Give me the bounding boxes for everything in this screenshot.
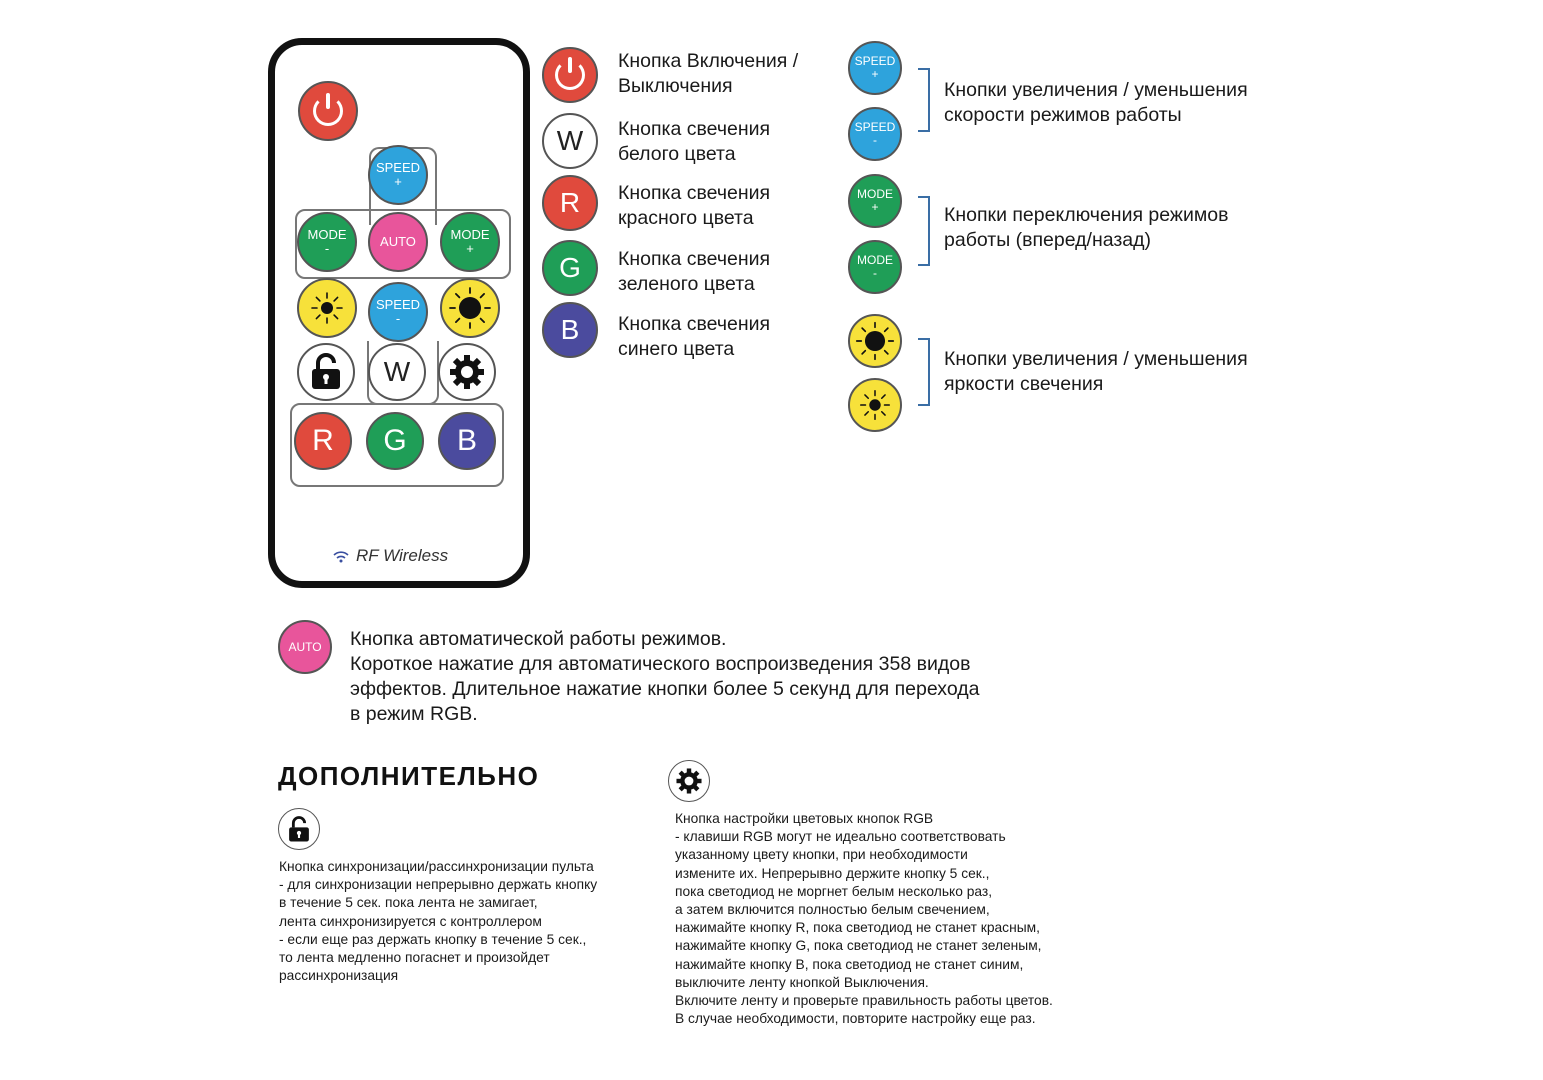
legend-red-icon [542, 175, 598, 231]
plus-label: + [871, 200, 879, 214]
mode-label: MODE [857, 187, 893, 202]
legend-brightness-minus-icon [848, 378, 902, 432]
legend-mode-text: Кнопки переключения режимов работы (вперед/назад) [944, 204, 1229, 251]
lock-text-line: - для синхронизации непрерывно держать кнопку [279, 877, 598, 893]
remote-auto-button[interactable] [368, 212, 428, 272]
b-label: B [456, 424, 477, 458]
gear-text-line: выключите ленту кнопкой Выключения. [675, 974, 929, 990]
r-label: R [559, 187, 581, 219]
remote-blue-button[interactable] [438, 412, 496, 470]
wifi-icon [332, 549, 350, 563]
mode-label: MODE [307, 227, 347, 243]
sun-small-icon [856, 386, 894, 424]
mode-label: MODE [857, 253, 893, 268]
extra-gear-icon [668, 760, 710, 802]
remote-brightness-plus-button[interactable] [440, 278, 500, 338]
legend-speed-minus-icon [848, 107, 902, 161]
w-label: W [556, 125, 584, 157]
sun-large-icon [447, 285, 493, 331]
speed-label: SPEED [854, 54, 896, 69]
minus-label: - [395, 311, 401, 326]
legend-white-text: Кнопка свечения белого цвета [618, 118, 771, 165]
speed-label: SPEED [375, 297, 421, 313]
remote-speed-plus-button[interactable] [368, 145, 428, 205]
remote-white-button[interactable] [368, 343, 426, 401]
minus-label: - [873, 133, 877, 147]
extra-heading: ДОПОЛНИТЕЛЬНО [278, 761, 540, 791]
legend-blue-text: Кнопка свечения синего цвета [618, 313, 771, 360]
auto-label: AUTO [380, 234, 416, 250]
legend-speed-plus-icon [848, 41, 902, 95]
speed-label: SPEED [854, 120, 896, 135]
legend-brightness-plus-icon [848, 314, 902, 368]
remote-lock-button[interactable] [297, 343, 355, 401]
lock-icon [287, 816, 311, 843]
g-label: G [559, 252, 581, 284]
lock-text-line: лента синхронизируется с контроллером [279, 913, 542, 929]
gear-text-line: Кнопка настройки цветовых кнопок RGB [675, 811, 934, 826]
legend-mode-minus-icon [848, 240, 902, 294]
sun-large-icon [854, 320, 896, 362]
lock-text-line: то лента медленно погаснет и произойдет [279, 950, 550, 966]
legend-white-icon [542, 113, 598, 169]
g-label: G [383, 424, 407, 458]
lock-text-line: - если еще раз держать кнопку в течение 5 сек., [279, 931, 587, 947]
gear-text-line: а затем включится полностью белым свечением, [675, 902, 990, 918]
r-label: R [312, 424, 334, 458]
mode-bracket [918, 196, 930, 266]
gear-text-line: - клавиши RGB могут не идеально соответствовать [675, 829, 1006, 845]
gear-text-line: Включите ленту и проверьте правильность работы цветов. [675, 993, 1053, 1009]
auto-text-line: Короткое нажатие для автоматического воспроизведения 358 видов [350, 653, 971, 675]
remote-gear-button[interactable] [438, 343, 496, 401]
gear-icon [448, 353, 486, 391]
gear-text-line: указанному цвету кнопки, при необходимости [675, 847, 968, 863]
legend-mode-plus-icon [848, 174, 902, 228]
legend-green-icon [542, 240, 598, 296]
minus-label: - [873, 266, 877, 280]
gear-icon [675, 767, 703, 795]
b-label: B [560, 314, 580, 346]
remote-green-button[interactable] [366, 412, 424, 470]
auto-text-line: в режим RGB. [350, 703, 478, 725]
remote-mode-minus-button[interactable] [297, 212, 357, 272]
brightness-bracket [918, 338, 930, 406]
gear-text-line: В случае необходимости, повторите настройку еще раз. [675, 1011, 1036, 1027]
speed-bracket [918, 68, 930, 132]
gear-text-line: нажимайте кнопку B, пока светодиод не станет синим, [675, 956, 1024, 972]
w-label: W [383, 356, 411, 388]
auto-text-line: Кнопка автоматической работы режимов. [350, 628, 727, 650]
gear-text-line: нажимайте кнопку G, пока светодиод не станет зеленым, [675, 938, 1042, 954]
remote-footer [332, 546, 448, 566]
power-icon [555, 60, 585, 90]
plus-label: + [394, 174, 402, 189]
gear-description [675, 810, 1115, 1028]
plus-label: + [871, 67, 879, 81]
lock-description [279, 858, 659, 985]
minus-label: - [324, 241, 330, 256]
lock-text-line: в течение 5 сек. пока лента не замигает, [279, 895, 538, 911]
lock-text-line: рассинхронизация [279, 968, 399, 984]
legend-speed-text: Кнопки увеличения / уменьшения скорости режимов работы [944, 79, 1248, 126]
auto-label: AUTO [288, 639, 322, 654]
auto-section-icon [278, 620, 332, 674]
legend-power-icon [542, 47, 598, 103]
remote-speed-minus-button[interactable] [368, 282, 428, 342]
power-icon [313, 96, 343, 126]
remote-red-button[interactable] [294, 412, 352, 470]
lock-text-line: Кнопка синхронизации/рассинхронизации пульта [279, 859, 594, 874]
auto-text-line: эффектов. Длительное нажатие кнопки более 5 секунд для перехода [350, 678, 980, 700]
plus-label: + [466, 241, 474, 256]
legend-power-text: Кнопка Включения /Выключения [618, 50, 799, 97]
legend-blue-icon [542, 302, 598, 358]
gear-text-line: измените их. Непрерывно держите кнопку 5 сек., [675, 865, 990, 881]
remote-mode-plus-button[interactable] [440, 212, 500, 272]
remote-brightness-minus-button[interactable] [297, 278, 357, 338]
speed-label: SPEED [375, 160, 421, 176]
remote-power-button[interactable] [298, 81, 358, 141]
lock-icon [309, 353, 343, 391]
legend-red-text: Кнопка свечения красного цвета [618, 182, 771, 229]
sun-small-icon [307, 288, 347, 328]
gear-text-line: пока светодиод не моргнет белым несколько раз, [675, 883, 993, 899]
mode-label: MODE [450, 227, 490, 243]
auto-section-text [350, 627, 1050, 727]
rf-wireless-label: RF Wireless [356, 546, 449, 565]
legend-green-text: Кнопка свечения зеленого цвета [618, 248, 771, 295]
legend-brightness-text: Кнопки увеличения / уменьшения яркости свечения [944, 348, 1248, 395]
extra-lock-icon [278, 808, 320, 850]
gear-text-line: нажимайте кнопку R, пока светодиод не станет красным, [675, 920, 1040, 936]
